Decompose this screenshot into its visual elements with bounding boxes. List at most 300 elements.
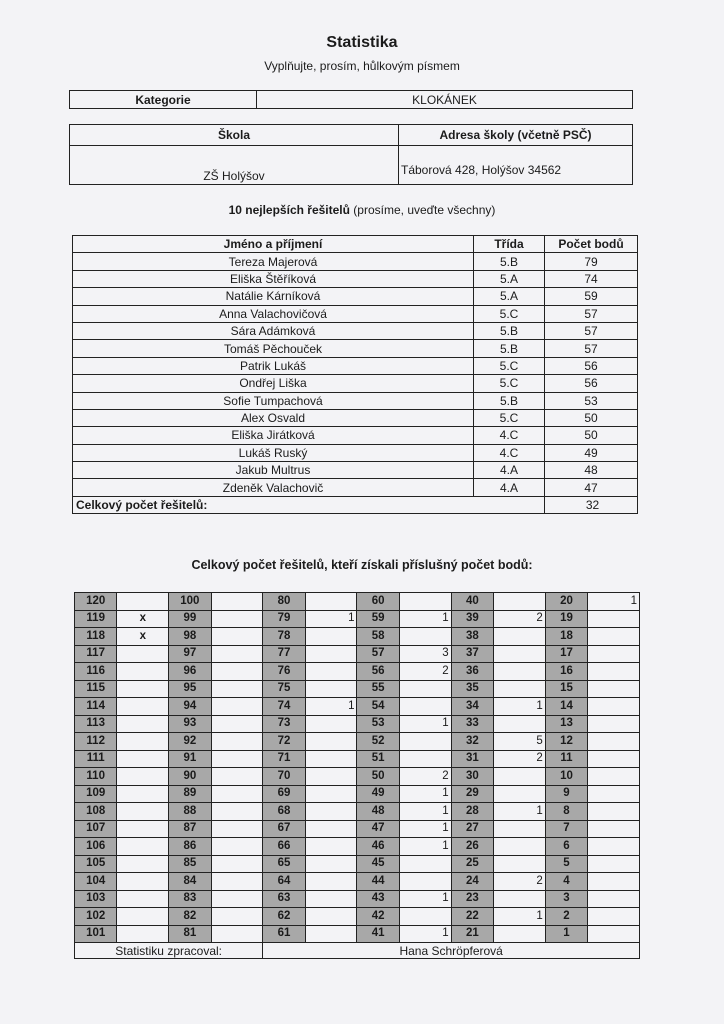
points-value: 95 <box>169 680 211 698</box>
points-value: 52 <box>357 733 399 751</box>
points-value: 83 <box>169 890 211 908</box>
total-value: 32 <box>545 496 638 513</box>
points-value: 29 <box>451 785 493 803</box>
solver-points: 74 <box>545 270 638 287</box>
points-value: 26 <box>451 838 493 856</box>
solver-count <box>117 680 169 698</box>
processed-by-label: Statistiku zpracoval: <box>75 943 263 959</box>
distribution-row <box>75 715 640 733</box>
points-value: 67 <box>263 820 305 838</box>
solver-points: 47 <box>545 479 638 496</box>
solver-count <box>211 925 263 943</box>
solver-count <box>305 908 357 926</box>
distribution-row <box>75 768 640 786</box>
solver-name: Sára Adámková <box>73 322 474 339</box>
points-value: 34 <box>451 698 493 716</box>
points-value: 120 <box>75 593 117 611</box>
distribution-row <box>75 873 640 891</box>
solver-points: 57 <box>545 305 638 322</box>
solver-count <box>305 680 357 698</box>
solver-count <box>117 768 169 786</box>
solver-count: 1 <box>399 838 451 856</box>
points-value: 6 <box>545 838 587 856</box>
points-value: 91 <box>169 750 211 768</box>
solver-count <box>494 645 546 663</box>
solver-name: Zdeněk Valachovič <box>73 479 474 496</box>
solver-count <box>211 803 263 821</box>
distribution-row <box>75 750 640 768</box>
solver-count <box>117 698 169 716</box>
solver-count <box>494 925 546 943</box>
points-value: 78 <box>263 628 305 646</box>
solver-name: Jakub Multrus <box>73 462 474 479</box>
distribution-table <box>74 592 640 959</box>
solver-name: Tereza Majerová <box>73 253 474 270</box>
points-value: 69 <box>263 785 305 803</box>
points-value: 3 <box>545 890 587 908</box>
solver-count <box>588 663 640 681</box>
solver-points: 59 <box>545 288 638 305</box>
points-value: 114 <box>75 698 117 716</box>
solver-points: 49 <box>545 444 638 461</box>
solver-count: 2 <box>399 768 451 786</box>
points-value: 48 <box>357 803 399 821</box>
solver-count <box>588 873 640 891</box>
solver-count <box>588 715 640 733</box>
category-label: Kategorie <box>70 91 257 109</box>
solver-count: 1 <box>399 610 451 628</box>
table-row <box>73 479 638 496</box>
points-value: 97 <box>169 645 211 663</box>
table-row <box>73 322 638 339</box>
solver-count: 1 <box>399 925 451 943</box>
solver-count <box>117 785 169 803</box>
solver-count <box>211 698 263 716</box>
points-value: 59 <box>357 610 399 628</box>
points-value: 60 <box>357 593 399 611</box>
solver-points: 57 <box>545 322 638 339</box>
distribution-row <box>75 698 640 716</box>
solver-count <box>305 593 357 611</box>
points-value: 43 <box>357 890 399 908</box>
solver-class: 4.C <box>474 444 545 461</box>
solver-count <box>305 663 357 681</box>
table-row <box>73 427 638 444</box>
points-value: 115 <box>75 680 117 698</box>
table-row <box>73 462 638 479</box>
school-name: ZŠ Holýšov <box>70 146 399 185</box>
solver-count <box>117 663 169 681</box>
solver-count <box>494 680 546 698</box>
distribution-row <box>75 925 640 943</box>
distribution-row <box>75 610 640 628</box>
solver-count <box>117 820 169 838</box>
best-solvers-title-note: (prosíme, uveďte všechny) <box>349 203 496 217</box>
solver-class: 5.B <box>474 340 545 357</box>
col-class-header: Třída <box>474 236 545 253</box>
category-table <box>69 90 633 109</box>
points-value: 119 <box>75 610 117 628</box>
points-value: 107 <box>75 820 117 838</box>
solver-count <box>588 908 640 926</box>
solver-count <box>399 908 451 926</box>
points-value: 98 <box>169 628 211 646</box>
points-value: 53 <box>357 715 399 733</box>
processed-by-name: Hana Schröpferová <box>263 943 640 959</box>
solver-count <box>211 610 263 628</box>
points-value: 109 <box>75 785 117 803</box>
points-value: 30 <box>451 768 493 786</box>
school-label: Škola <box>70 125 399 146</box>
solver-name: Lukáš Ruský <box>73 444 474 461</box>
points-value: 27 <box>451 820 493 838</box>
points-value: 72 <box>263 733 305 751</box>
solver-class: 5.B <box>474 392 545 409</box>
points-value: 7 <box>545 820 587 838</box>
total-row <box>73 496 638 513</box>
solver-count <box>588 803 640 821</box>
solver-count <box>211 750 263 768</box>
solver-count: 1 <box>399 890 451 908</box>
points-value: 45 <box>357 855 399 873</box>
points-value: 89 <box>169 785 211 803</box>
solver-count <box>588 680 640 698</box>
school-table <box>69 124 633 185</box>
solver-class: 5.B <box>474 253 545 270</box>
solver-count <box>211 680 263 698</box>
solver-count <box>494 628 546 646</box>
solver-count: 1 <box>399 715 451 733</box>
points-value: 118 <box>75 628 117 646</box>
solver-count <box>117 855 169 873</box>
points-value: 68 <box>263 803 305 821</box>
points-value: 63 <box>263 890 305 908</box>
table-row <box>73 357 638 374</box>
solver-count: 1 <box>588 593 640 611</box>
distribution-row <box>75 890 640 908</box>
solver-count <box>399 855 451 873</box>
solver-count: 5 <box>494 733 546 751</box>
solver-count <box>588 925 640 943</box>
solver-count <box>305 628 357 646</box>
points-value: 13 <box>545 715 587 733</box>
solver-count <box>494 593 546 611</box>
points-value: 31 <box>451 750 493 768</box>
points-value: 10 <box>545 768 587 786</box>
solver-count <box>305 925 357 943</box>
solver-count: 1 <box>399 803 451 821</box>
solver-count <box>305 803 357 821</box>
solver-count <box>211 628 263 646</box>
solver-count: x <box>117 628 169 646</box>
solver-name: Anna Valachovičová <box>73 305 474 322</box>
solver-count: 1 <box>399 820 451 838</box>
solver-count <box>588 785 640 803</box>
solver-count <box>305 890 357 908</box>
solver-count <box>399 593 451 611</box>
points-value: 71 <box>263 750 305 768</box>
solver-points: 53 <box>545 392 638 409</box>
points-value: 113 <box>75 715 117 733</box>
solver-count: 3 <box>399 645 451 663</box>
solver-name: Patrik Lukáš <box>73 357 474 374</box>
table-row <box>73 444 638 461</box>
solver-count <box>399 733 451 751</box>
points-value: 64 <box>263 873 305 891</box>
points-value: 36 <box>451 663 493 681</box>
school-address-label: Adresa školy (včetně PSČ) <box>399 125 633 146</box>
best-solvers-table <box>72 235 638 514</box>
solver-count <box>211 890 263 908</box>
solver-class: 5.C <box>474 375 545 392</box>
solver-count <box>117 925 169 943</box>
solver-count <box>211 733 263 751</box>
distribution-row <box>75 785 640 803</box>
table-row <box>73 340 638 357</box>
points-value: 79 <box>263 610 305 628</box>
solver-count <box>211 768 263 786</box>
solver-count <box>211 663 263 681</box>
points-value: 66 <box>263 838 305 856</box>
points-value: 46 <box>357 838 399 856</box>
points-value: 93 <box>169 715 211 733</box>
points-value: 85 <box>169 855 211 873</box>
points-value: 81 <box>169 925 211 943</box>
solver-count <box>588 628 640 646</box>
points-value: 11 <box>545 750 587 768</box>
points-value: 47 <box>357 820 399 838</box>
solver-count <box>211 855 263 873</box>
points-value: 80 <box>263 593 305 611</box>
points-value: 87 <box>169 820 211 838</box>
solver-count <box>399 750 451 768</box>
solver-count <box>494 768 546 786</box>
solver-count <box>211 785 263 803</box>
table-row <box>73 392 638 409</box>
solver-count <box>211 645 263 663</box>
solver-count <box>305 733 357 751</box>
solver-count <box>305 820 357 838</box>
solver-count <box>588 838 640 856</box>
solver-count: 2 <box>494 873 546 891</box>
points-value: 90 <box>169 768 211 786</box>
points-value: 99 <box>169 610 211 628</box>
solver-count <box>305 838 357 856</box>
points-value: 86 <box>169 838 211 856</box>
points-value: 39 <box>451 610 493 628</box>
points-value: 62 <box>263 908 305 926</box>
points-value: 35 <box>451 680 493 698</box>
solver-name: Eliška Jirátková <box>73 427 474 444</box>
points-value: 92 <box>169 733 211 751</box>
points-value: 37 <box>451 645 493 663</box>
points-value: 42 <box>357 908 399 926</box>
points-value: 18 <box>545 628 587 646</box>
distribution-row <box>75 838 640 856</box>
solver-count: 2 <box>494 610 546 628</box>
solver-points: 56 <box>545 357 638 374</box>
points-value: 70 <box>263 768 305 786</box>
points-value: 96 <box>169 663 211 681</box>
distribution-row <box>75 820 640 838</box>
points-value: 24 <box>451 873 493 891</box>
points-value: 108 <box>75 803 117 821</box>
solver-name: Natálie Kárníková <box>73 288 474 305</box>
solver-count <box>494 663 546 681</box>
points-value: 28 <box>451 803 493 821</box>
points-value: 44 <box>357 873 399 891</box>
points-value: 112 <box>75 733 117 751</box>
solver-count <box>588 645 640 663</box>
points-value: 110 <box>75 768 117 786</box>
points-value: 58 <box>357 628 399 646</box>
table-row <box>73 305 638 322</box>
solver-class: 5.C <box>474 305 545 322</box>
points-value: 55 <box>357 680 399 698</box>
points-value: 38 <box>451 628 493 646</box>
solver-count <box>588 890 640 908</box>
solver-count <box>305 873 357 891</box>
solver-points: 50 <box>545 427 638 444</box>
points-value: 82 <box>169 908 211 926</box>
solver-class: 5.A <box>474 270 545 287</box>
points-value: 2 <box>545 908 587 926</box>
points-value: 57 <box>357 645 399 663</box>
solver-count <box>117 733 169 751</box>
table-row <box>73 288 638 305</box>
solver-count <box>305 855 357 873</box>
points-value: 17 <box>545 645 587 663</box>
points-value: 4 <box>545 873 587 891</box>
points-value: 33 <box>451 715 493 733</box>
table-row <box>73 409 638 426</box>
solver-count: 1 <box>305 610 357 628</box>
points-value: 49 <box>357 785 399 803</box>
distribution-row <box>75 803 640 821</box>
points-value: 16 <box>545 663 587 681</box>
points-value: 25 <box>451 855 493 873</box>
solver-count: 2 <box>399 663 451 681</box>
distribution-row <box>75 663 640 681</box>
points-value: 77 <box>263 645 305 663</box>
distribution-row <box>75 733 640 751</box>
points-value: 88 <box>169 803 211 821</box>
points-value: 40 <box>451 593 493 611</box>
points-value: 75 <box>263 680 305 698</box>
solver-class: 4.C <box>474 427 545 444</box>
solver-count <box>399 873 451 891</box>
points-value: 100 <box>169 593 211 611</box>
table-row <box>73 375 638 392</box>
points-value: 23 <box>451 890 493 908</box>
distribution-row <box>75 645 640 663</box>
best-solvers-title-bold: 10 nejlepších řešitelů <box>228 203 350 217</box>
points-value: 50 <box>357 768 399 786</box>
distribution-row <box>75 628 640 646</box>
points-value: 15 <box>545 680 587 698</box>
distribution-row <box>75 855 640 873</box>
processed-by-row <box>75 943 640 959</box>
solver-count <box>117 803 169 821</box>
points-value: 73 <box>263 715 305 733</box>
points-value: 41 <box>357 925 399 943</box>
points-value: 106 <box>75 838 117 856</box>
solver-count <box>494 785 546 803</box>
solver-count: 2 <box>494 750 546 768</box>
solver-count <box>211 838 263 856</box>
solver-count <box>588 820 640 838</box>
points-value: 32 <box>451 733 493 751</box>
points-value: 105 <box>75 855 117 873</box>
solver-count: x <box>117 610 169 628</box>
solver-count <box>588 733 640 751</box>
points-value: 54 <box>357 698 399 716</box>
solver-count <box>211 873 263 891</box>
school-address: Táborová 428, Holýšov 34562 <box>399 146 633 185</box>
solver-count <box>588 855 640 873</box>
distribution-row <box>75 908 640 926</box>
solver-count <box>588 768 640 786</box>
solver-count <box>117 838 169 856</box>
solver-class: 4.A <box>474 462 545 479</box>
solver-count <box>211 593 263 611</box>
solver-count <box>305 715 357 733</box>
solver-count <box>117 908 169 926</box>
points-value: 65 <box>263 855 305 873</box>
col-points-header: Počet bodů <box>545 236 638 253</box>
solver-count <box>211 715 263 733</box>
solver-count <box>588 698 640 716</box>
solver-count <box>399 680 451 698</box>
col-name-header: Jméno a příjmení <box>73 236 474 253</box>
solver-count <box>211 908 263 926</box>
points-value: 12 <box>545 733 587 751</box>
solver-count <box>494 890 546 908</box>
category-value: KLOKÁNEK <box>257 91 633 109</box>
points-value: 22 <box>451 908 493 926</box>
solver-count: 1 <box>494 908 546 926</box>
points-value: 1 <box>545 925 587 943</box>
solver-count <box>305 750 357 768</box>
points-value: 74 <box>263 698 305 716</box>
points-value: 104 <box>75 873 117 891</box>
solver-name: Tomáš Pěchouček <box>73 340 474 357</box>
solver-count <box>117 645 169 663</box>
page-subtitle: Vyplňujte, prosím, hůlkovým písmem <box>264 59 460 73</box>
solver-count <box>117 890 169 908</box>
solver-name: Sofie Tumpachová <box>73 392 474 409</box>
solver-name: Eliška Štěříková <box>73 270 474 287</box>
solver-count <box>399 628 451 646</box>
points-value: 84 <box>169 873 211 891</box>
solver-count <box>117 593 169 611</box>
points-value: 61 <box>263 925 305 943</box>
points-value: 116 <box>75 663 117 681</box>
solver-count <box>305 785 357 803</box>
solver-count <box>494 838 546 856</box>
solver-class: 5.A <box>474 288 545 305</box>
points-value: 51 <box>357 750 399 768</box>
solver-class: 5.C <box>474 357 545 374</box>
solver-count <box>305 645 357 663</box>
distribution-row <box>75 593 640 611</box>
solver-count <box>494 820 546 838</box>
points-value: 9 <box>545 785 587 803</box>
table-row <box>73 270 638 287</box>
points-value: 76 <box>263 663 305 681</box>
solver-count <box>117 715 169 733</box>
points-value: 21 <box>451 925 493 943</box>
